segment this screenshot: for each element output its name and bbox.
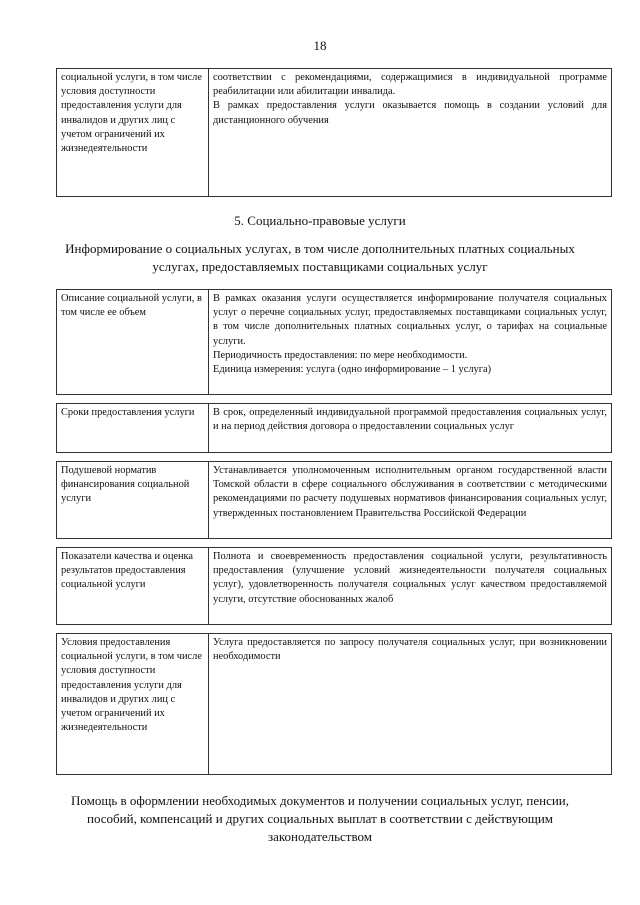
top-table <box>56 68 612 197</box>
table-row <box>57 404 612 453</box>
row-value-text: Единица измерения: услуга (одно информирование – 1 услуга) <box>213 364 492 376</box>
next-service-title: Помощь в оформлении необходимых документов и получении социальных услуг, пенсии, пособий, компенсаций и других социальных выплат в соответствии с действующим законодательством <box>70 793 570 844</box>
table-row <box>57 548 612 625</box>
row-value-text: соответствии с рекомендациями, содержащимися в индивидуальной программе реабилитации или абилитации инвалида. <box>213 72 607 98</box>
row-gap <box>57 625 612 634</box>
table-row <box>57 634 612 775</box>
table-row <box>57 290 612 395</box>
section-title: 5. Социально-правовые услуги <box>234 213 406 228</box>
row-value-text: Периодичность предоставления: по мере необходимости. <box>213 349 468 361</box>
row-label: Условия предоставления социальной услуги, в том числе условия доступности предоставления услуги для инвалидов и других лиц с учетом ограничений их жизнедеятельности <box>57 634 209 775</box>
row-value: Услуга предоставляется по запросу получателя социальных услуг, при возникновении необходимости <box>209 634 612 775</box>
row-label: Показатели качества и оценка результатов предоставления социальной услуги <box>57 548 209 625</box>
row-gap <box>57 453 612 462</box>
row-value: Полнота и своевременность предоставления социальной услуги, результативность предоставления (улучшение условий жизнедеятельности получателя социальных услуг), удовлетворенность получателя социальных услуг качеством предоставляемой услуги, отсутствие обоснованных жалоб <box>209 548 612 625</box>
row-gap <box>57 395 612 404</box>
table-row <box>57 462 612 539</box>
row-value: В срок, определенный индивидуальной программой предоставления социальных услуг, и на период действия договора о предоставлении социальных услуг <box>209 404 612 453</box>
row-label: Сроки предоставления услуги <box>57 404 209 453</box>
row-value <box>209 290 612 395</box>
row-value-text: В рамках предоставления услуги оказывается помощь в создании условий для дистанционного обучения <box>213 100 607 126</box>
row-label: социальной услуги, в том числе условия доступности предоставления услуги для инвалидов и других лиц с учетом ограничений их жизнедеятельности <box>57 69 209 197</box>
page-number: 18 <box>313 38 327 53</box>
service-table <box>56 289 612 775</box>
row-label: Описание социальной услуги, в том числе ее объем <box>57 290 209 395</box>
row-value <box>209 69 612 197</box>
table-row <box>57 69 612 197</box>
row-value-text: В рамках оказания услуги осуществляется информирование получателя социальных услуг о перечне социальных услуг, предоставляемых поставщиками социальных услуг, в том числе дополнительных платных социальных услуг, о тарифах на социальные услуги. <box>213 293 607 347</box>
row-value: Устанавливается уполномоченным исполнительным органом государственной власти Томской области в сфере социального обслуживания в соответствии с методическими рекомендациями по расчету подушевых нормативов финансирования социальных услуг, утвержденных постановлением Правительства Российской Федерации <box>209 462 612 539</box>
service-title: Информирование о социальных услугах, в том числе дополнительных платных социальных услугах, предоставляемых поставщиками социальных услуг <box>65 241 575 274</box>
row-label: Подушевой норматив финансирования социальной услуги <box>57 462 209 539</box>
row-gap <box>57 539 612 548</box>
